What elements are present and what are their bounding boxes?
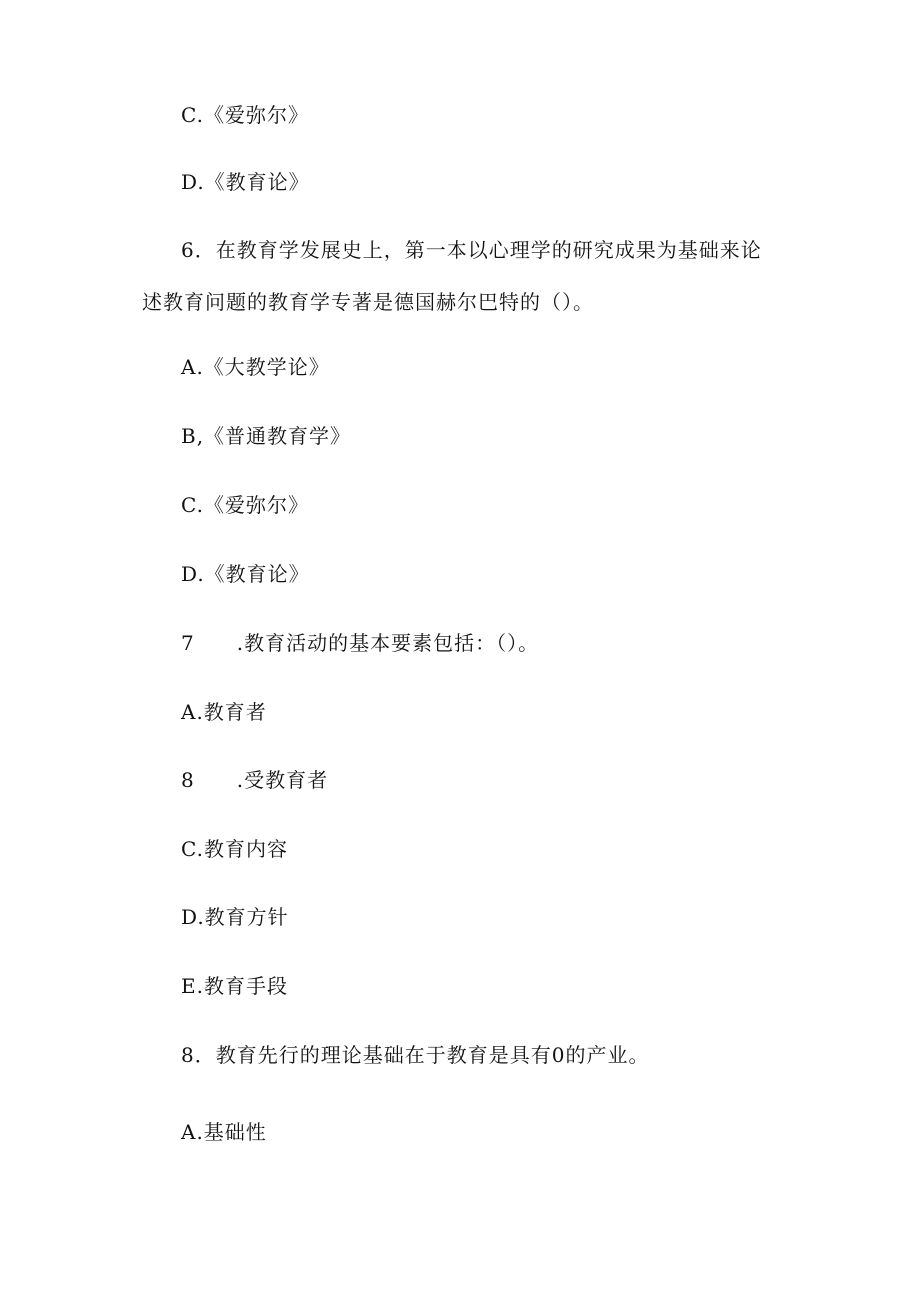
question-7-line: 7 .教育活动的基本要素包括：（）。 <box>181 631 540 655</box>
option-b-line: 8 .受教育者 <box>181 768 329 792</box>
option-b-line: B,《普通教育学》 <box>181 424 352 448</box>
option-d-line: D.《教育论》 <box>181 170 310 194</box>
option-c-line: C.《爱弥尔》 <box>181 103 309 127</box>
option-a-line: A.《大教学论》 <box>181 355 330 379</box>
question-6-line-2: 述教育问题的教育学专著是德国赫尔巴特的（）。 <box>142 290 594 314</box>
option-c-line: C.《爱弥尔》 <box>181 493 309 517</box>
option-a-line: A.基础性 <box>181 1120 267 1144</box>
option-c-line: C.教育内容 <box>181 837 288 861</box>
option-d-line: D.《教育论》 <box>181 562 310 586</box>
question-8-line: 8．教育先行的理论基础在于教育是具有0的产业。 <box>181 1043 650 1067</box>
question-6-line-1: 6．在教育学发展史上，第一本以心理学的研究成果为基础来论 <box>181 238 762 262</box>
option-d-line: D.教育方针 <box>181 905 289 929</box>
option-a-line: A.教育者 <box>181 700 267 724</box>
option-e-line: E.教育手段 <box>181 974 288 998</box>
